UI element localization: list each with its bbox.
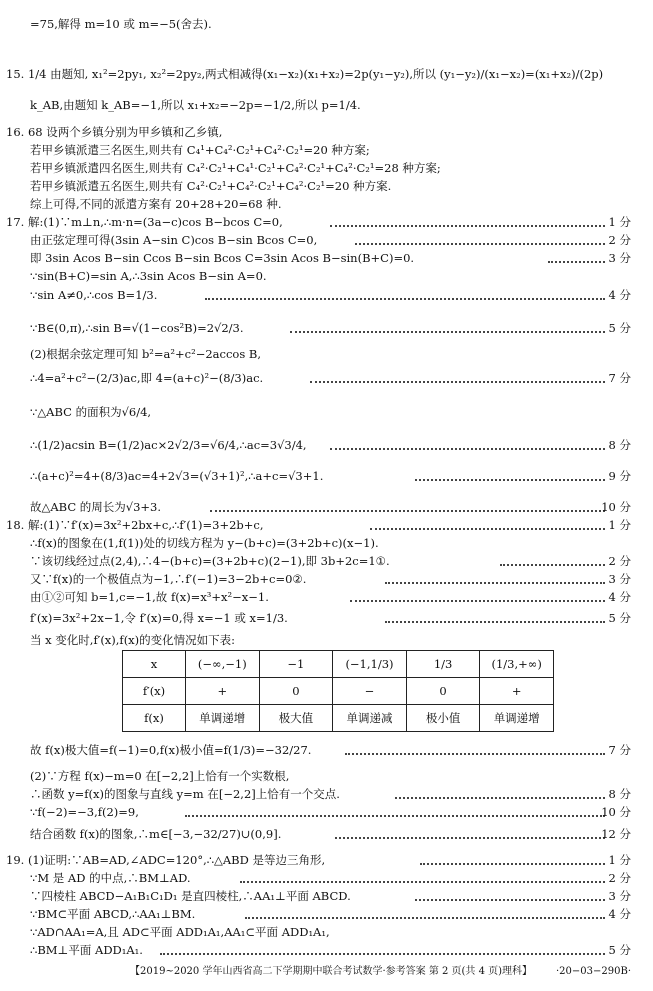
text-line: (2)根据余弦定理可知 b²=a²+c²−2accos B, [30, 347, 261, 361]
text-line: 故 f(x)极大值=f(−1)=0,f(x)极小值=f(1/3)=−32/27. 7 分 [0, 740, 653, 760]
text-line: ∴BM⊥平面 ADD₁A₁. 5 分 [0, 940, 653, 960]
text-line: k_AB,由题知 k_AB=−1,所以 x₁+x₂=−2p=−1/2,所以 p=1/4. [30, 98, 361, 112]
text-line: 结合函数 f(x)的图象,∴m∈[−3,−32/27)∪(0,9]. 12 分 [0, 824, 653, 844]
text-line: 18. 解:(1)∵f′(x)=3x²+2bx+c,∴f′(1)=3+2b+c, 1 分 [0, 515, 653, 535]
variation-table [122, 650, 554, 732]
text-line: ∵sin A≠0,∴cos B=1/3. 4 分 [0, 285, 653, 305]
text-line: ∴4=a²+c²−(2/3)ac,即 4=(a+c)²−(8/3)ac. 7 分 [0, 368, 653, 388]
text-line: ∴f(x)的图象在(1,f(1))处的切线方程为 y−(b+c)=(3+2b+c)(x−1). [30, 536, 379, 550]
score-label: 5 分 [608, 943, 631, 957]
score-label: 12 分 [601, 827, 631, 841]
text-line: 16. 68 设两个乡镇分别为甲乡镇和乙乡镇, [6, 125, 223, 139]
score-label: 1 分 [608, 853, 631, 867]
table-row: f(x) 单调递增 极大值 单调递减 极小值 单调递增 [123, 705, 554, 732]
text-line: 即 3sin Acos B−sin Ccos B−sin Bcos C=3sin Acos B−sin(B+C)=0. 3 分 [0, 248, 653, 268]
score-label: 7 分 [608, 371, 631, 385]
score-label: 3 分 [608, 572, 631, 586]
score-label: 1 分 [608, 215, 631, 229]
score-label: 2 分 [608, 233, 631, 247]
score-label: 2 分 [608, 554, 631, 568]
text-line: ∴(1/2)acsin B=(1/2)ac×2√2/3=√6/4,∴ac=3√3/4, 8 分 [0, 435, 653, 455]
text-line: 若甲乡镇派遣五名医生,则共有 C₄²·C₂¹+C₄²·C₂¹+C₄²·C₂¹=20 种方案. [30, 179, 392, 193]
score-label: 1 分 [608, 518, 631, 532]
text-line: 当 x 变化时,f′(x),f(x)的变化情况如下表: [30, 633, 236, 647]
text-line: 故△ABC 的周长为√3+3. 10 分 [0, 497, 653, 517]
text-line: =75,解得 m=10 或 m=−5(舍去). [30, 17, 212, 31]
text-line: ∵B∈(0,π),∴sin B=√(1−cos²B)=2√2/3. 5 分 [0, 318, 653, 338]
score-label: 4 分 [608, 590, 631, 604]
text-line: ∵BM⊂平面 ABCD,∴AA₁⊥BM. 4 分 [0, 904, 653, 924]
text-line: 17. 解:(1)∵m⊥n,∴m·n=(3a−c)cos B−bcos C=0, 1 分 [0, 212, 653, 232]
score-label: 10 分 [601, 500, 631, 514]
text-line: ∵f(−2)=−3,f(2)=9, 10 分 [0, 802, 653, 822]
text-line: 又∵f(x)的一个极值点为−1,∴f′(−1)=3−2b+c=0②. 3 分 [0, 569, 653, 589]
score-label: 4 分 [608, 907, 631, 921]
score-label: 10 分 [601, 805, 631, 819]
text-line: ∵△ABC 的面积为√6/4, [30, 405, 152, 419]
score-label: 4 分 [608, 288, 631, 302]
text-line: ∵该切线经过点(2,4),∴4−(b+c)=(3+2b+c)(2−1),即 3b+2c=1①. 2 分 [0, 551, 653, 571]
text-line: (2)∵方程 f(x)−m=0 在[−2,2]上恰有一个实数根, [30, 769, 290, 783]
page-footer [0, 964, 653, 980]
text-line: ∴函数 y=f(x)的图象与直线 y=m 在[−2,2]上恰有一个交点. 8 分 [0, 784, 653, 804]
score-label: 3 分 [608, 889, 631, 903]
text-line: ∵M 是 AD 的中点,∴BM⊥AD. 2 分 [0, 868, 653, 888]
text-line: ∵AD∩AA₁=A,且 AD⊂平面 ADD₁A₁,AA₁⊂平面 ADD₁A₁, [30, 925, 330, 939]
footer-title: 【2019~2020 学年山西省高二下学期期中联合考试数学·参考答案 第 2 页(共 4 页)理科】 [130, 966, 533, 977]
text-line: ∴(a+c)²=4+(8/3)ac=4+2√3=(√3+1)²,∴a+c=√3+1. 9 分 [0, 466, 653, 486]
text-line: 若甲乡镇派遣四名医生,则共有 C₄²·C₂¹+C₄¹·C₂¹+C₄²·C₂¹+C₄²·C₂¹=28 种方案; [30, 161, 441, 175]
text-line: 若甲乡镇派遣三名医生,则共有 C₄¹+C₄²·C₂¹+C₄²·C₂¹=20 种方案; [30, 143, 370, 157]
text-line: f′(x)=3x²+2x−1,令 f′(x)=0,得 x=−1 或 x=1/3. 5 分 [0, 608, 653, 628]
text-line: 由正弦定理可得(3sin A−sin C)cos B−sin Bcos C=0, 2 分 [0, 230, 653, 250]
text-line: 19. (1)证明:∵AB=AD,∠ADC=120°,∴△ABD 是等边三角形, 1 分 [0, 850, 653, 870]
footer-code: ·20−03−290B· [556, 966, 631, 977]
score-label: 8 分 [608, 787, 631, 801]
text-line: 由①②可知 b=1,c=−1,故 f(x)=x³+x²−x−1. 4 分 [0, 587, 653, 607]
text-line: 15. 1/4 由题知, x₁²=2py₁, x₂²=2py₂,两式相减得(x₁−x₂)(x₁+x₂)=2p(y₁−y₂),所以 (y₁−y₂)/(x₁−x₂)=(x₁+x₂)/(2p) [6, 67, 604, 81]
score-label: 2 分 [608, 871, 631, 885]
text-line: 综上可得,不同的派遣方案有 20+28+20=68 种. [30, 197, 282, 211]
score-label: 5 分 [608, 321, 631, 335]
score-label: 9 分 [608, 469, 631, 483]
text-line: ∵四棱柱 ABCD−A₁B₁C₁D₁ 是直四棱柱,∴AA₁⊥平面 ABCD. 3 分 [0, 886, 653, 906]
table-row: f′(x) + 0 − 0 + [123, 678, 554, 705]
score-label: 3 分 [608, 251, 631, 265]
text-line: ∵sin(B+C)=sin A,∴3sin Acos B−sin A=0. [30, 269, 267, 283]
score-label: 5 分 [608, 611, 631, 625]
score-label: 8 分 [608, 438, 631, 452]
score-label: 7 分 [608, 743, 631, 757]
table-row: x (−∞,−1) −1 (−1,1/3) 1/3 (1/3,+∞) [123, 651, 554, 678]
